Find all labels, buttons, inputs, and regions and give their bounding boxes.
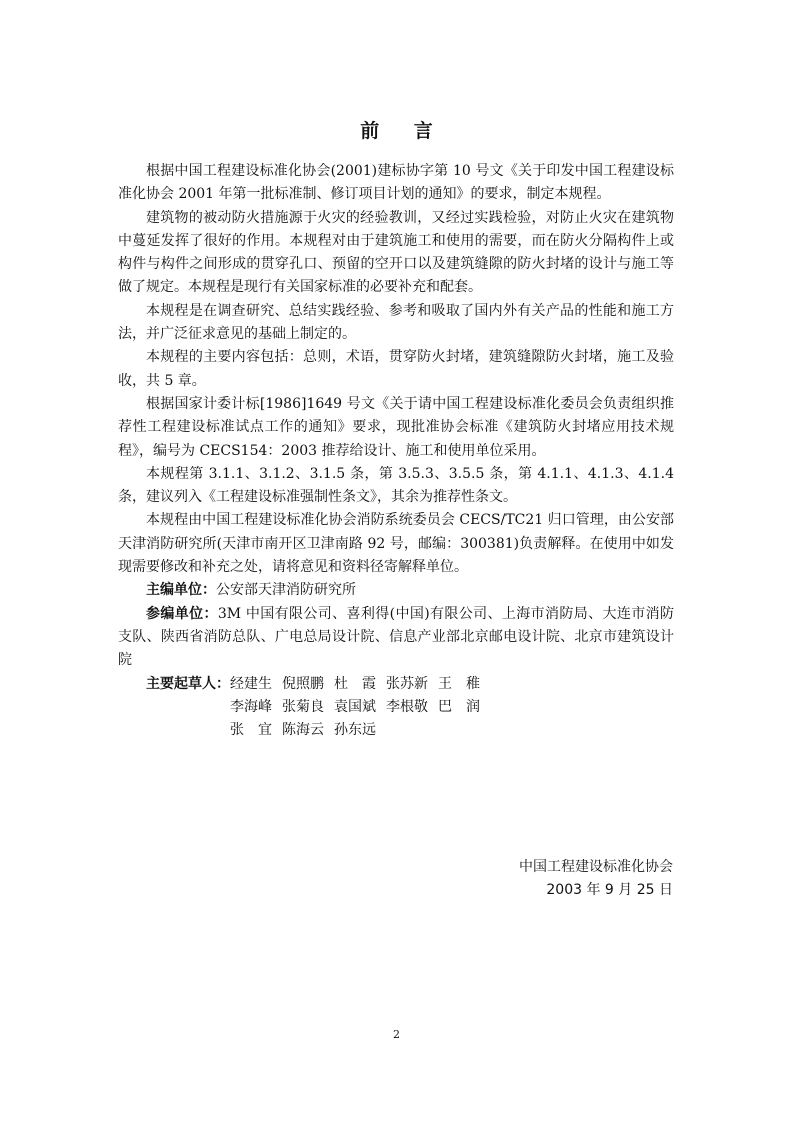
drafters-label: 主要起草人： (146, 675, 230, 692)
page-title: 前 言 (360, 120, 447, 142)
paragraph-7: 本规程由中国工程建设标准化协会消防系统委员会 CECS/TC21 归口管理，由公安部天津消防研究所(天津市南开区卫津南路 92 号，邮编：300381)负责解释。在使用中如发现需要修改和补充之处，请将意见和资料径寄解释单位。 (118, 512, 674, 576)
page-number: 2 (393, 1028, 400, 1041)
drafter-name: 张 宜 (230, 722, 272, 739)
drafter-name: 经建生 (230, 675, 272, 692)
drafter-name: 杜 霞 (334, 675, 376, 692)
drafter-name: 巴 润 (438, 698, 480, 715)
chief-unit-value: 公安部天津消防研究所 (216, 582, 356, 599)
participating-units-line (118, 603, 674, 673)
drafter-name: 孙东远 (334, 722, 376, 739)
participating-units-label: 参编单位： (146, 605, 218, 622)
signature-organization: 中国工程建设标准化协会 (519, 859, 673, 875)
drafters-block (118, 673, 674, 743)
drafter-name: 张菊良 (282, 698, 324, 715)
drafter-name: 张苏新 (386, 675, 428, 692)
drafter-name: 王 稚 (438, 675, 480, 692)
paragraph-1: 根据中国工程建设标准化协会(2001)建标协字第 10 号文《关于印发中国工程建设标准化协会 2001 年第一批标准制、修订项目计划的通知》的要求，制定本规程。 (118, 163, 674, 203)
preface-body (118, 160, 674, 742)
chief-unit-label: 主编单位： (146, 582, 216, 599)
drafters-row-2 (118, 696, 674, 719)
drafter-name: 李海峰 (230, 698, 272, 715)
paragraph-5: 根据国家计委计标[1986]1649 号文《关于请中国工程建设标准化委员会负责组织推荐性工程建设标准试点工作的通知》要求，现批准协会标准《建筑防火封堵应用技术规程》，编号为 CECS154：2003 推荐给设计、施工和使用单位采用。 (118, 395, 674, 459)
drafters-row-3 (118, 719, 674, 742)
paragraph-3: 本规程是在调查研究、总结实践经验、参考和吸取了国内外有关产品的性能和施工方法，并广泛征求意见的基础上制定的。 (118, 302, 674, 343)
paragraph-6: 本规程第 3.1.1、3.1.2、3.1.5 条，第 3.5.3、3.5.5 条，第 4.1.1、4.1.3、4.1.4 条，建议列入《工程建设标准强制性条文》，其余为推荐性条文。 (118, 465, 674, 506)
drafter-name: 陈海云 (282, 722, 324, 739)
participating-units-value: 3M 中国有限公司、喜利得(中国)有限公司、上海市消防局、大连市消防支队、陕西省消防总队、广电总局设计院、信息产业部北京邮电设计院、北京市建筑设计院 (118, 605, 674, 669)
chief-unit-line (118, 579, 674, 602)
drafter-name: 李根敬 (386, 698, 428, 715)
signature-date: 2003 年 9 月 25 日 (546, 882, 673, 898)
drafter-name: 倪照鹏 (282, 675, 324, 692)
drafters-row-1 (118, 673, 674, 696)
drafter-name: 袁国斌 (334, 698, 376, 715)
paragraph-2: 建筑物的被动防火措施源于火灾的经验教训，又经过实践检验，对防止火灾在建筑物中蔓延发挥了很好的作用。本规程对由于建筑施工和使用的需要，而在防火分隔构件上或构件与构件之间形成的贯穿孔口、预留的空开口以及建筑缝隙的防火封堵的设计与施工等做了规定。本规程是现行有关国家标准的必要补充和配套。 (118, 209, 674, 296)
paragraph-4: 本规程的主要内容包括：总则，术语，贯穿防火封堵，建筑缝隙防火封堵，施工及验收，共 5 章。 (118, 349, 674, 389)
